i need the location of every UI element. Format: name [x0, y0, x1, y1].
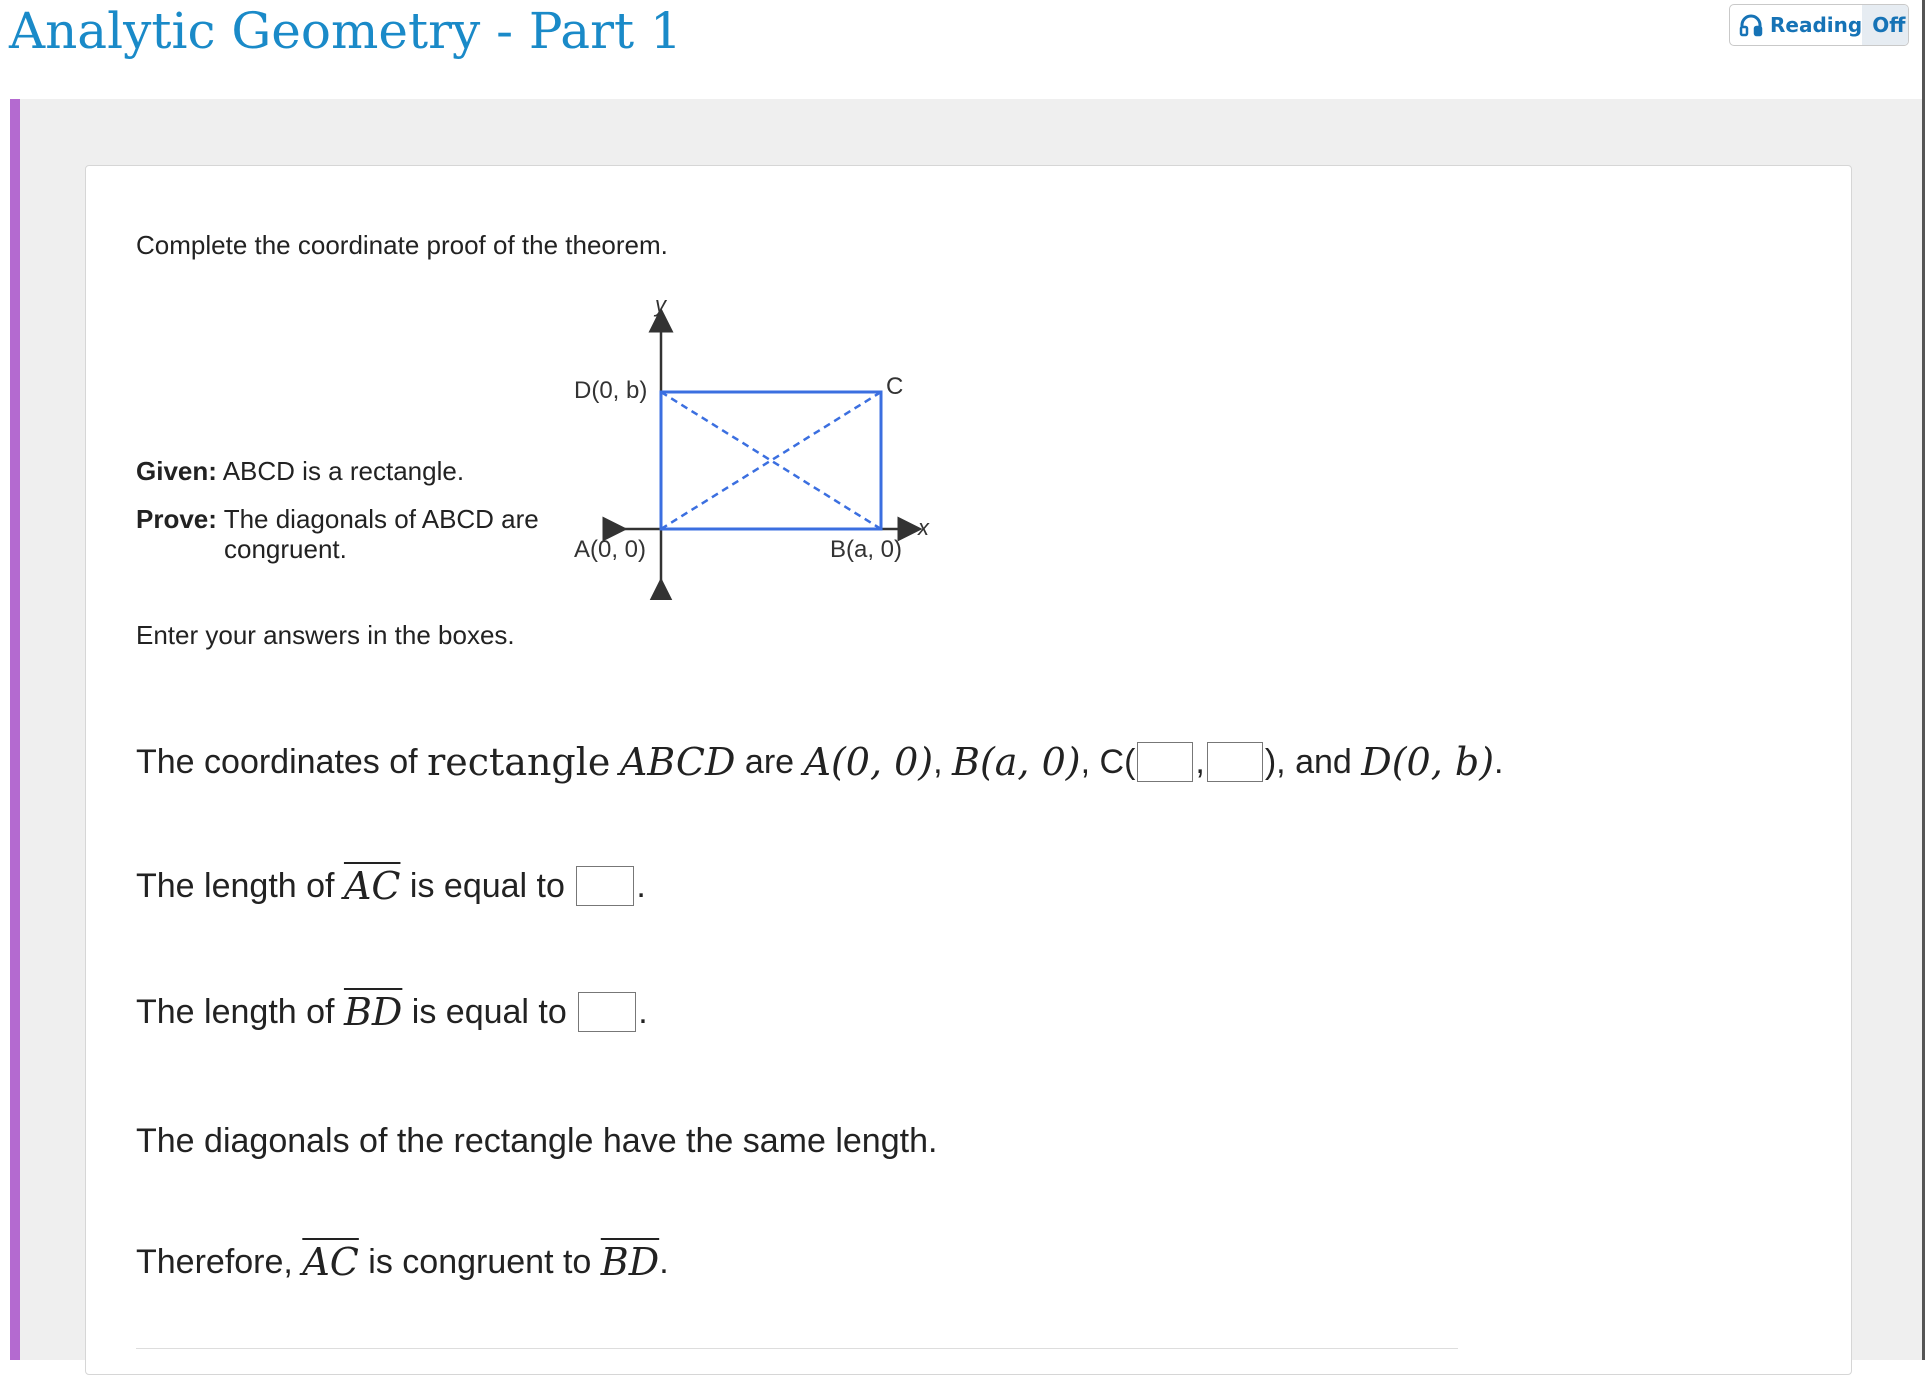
ac-length-input[interactable] [576, 866, 634, 906]
s1-point-b: B(a, 0) [952, 740, 1081, 784]
given-label: Given: [136, 456, 217, 486]
s5-prefix: Therefore, [136, 1242, 293, 1281]
reading-label: Reading [1770, 13, 1863, 37]
s1-close: ), and [1264, 742, 1352, 781]
s5-period: . [659, 1242, 669, 1281]
scrollbar[interactable] [1922, 0, 1925, 1360]
label-a: A(0, 0) [574, 536, 647, 563]
segment-ac: $\overline{AC}$ [343, 864, 401, 908]
x-axis-label: x [918, 515, 929, 540]
prove-label: Prove: [136, 504, 217, 534]
statement-bd-length [136, 990, 648, 1034]
statement-ac-length [136, 864, 646, 908]
instruction-text: Complete the coordinate proof of the theorem. [136, 230, 668, 260]
s1-point-d: D(0, b) [1361, 740, 1495, 784]
given-text: ABCD is a rectangle. [222, 456, 465, 486]
accent-bar [10, 99, 20, 1360]
segment-ac-conclusion: $\overline{AC}$ [302, 1240, 359, 1284]
prove-statement [136, 504, 539, 535]
headphones-icon [1738, 11, 1764, 39]
s2-prefix: The length of [136, 866, 335, 905]
s5-middle: is congruent to [368, 1242, 592, 1281]
s3-suffix: is equal to [411, 992, 567, 1031]
label-b: B(a, 0) [830, 536, 903, 563]
c-x-input[interactable] [1137, 742, 1193, 782]
label-c: C [886, 373, 904, 400]
response-area-edge [136, 1348, 1458, 1361]
y-axis-label: y [655, 292, 666, 317]
s1-abcd: ABCD [619, 740, 736, 784]
prove-text: The diagonals of ABCD are [223, 504, 539, 534]
enter-answers-text: Enter your answers in the boxes. [136, 620, 515, 650]
s1-are: are [744, 742, 795, 781]
bd-length-input[interactable] [578, 992, 636, 1032]
label-d: D(0, b) [574, 377, 648, 404]
segment-bd-conclusion: $\overline{BD}$ [600, 1240, 660, 1284]
s1-period: . [1494, 742, 1504, 781]
s1-prefix: The coordinates of [136, 742, 418, 781]
given-statement [136, 456, 464, 487]
statement-coordinates: The coordinates of rectangle ABCD are A(0, 0) , B(a, 0) , C( , ), and D(0, b) . [136, 740, 1504, 784]
prove-text-continued: congruent. [224, 534, 347, 564]
reading-state[interactable]: Off [1862, 5, 1909, 45]
s2-period: . [636, 866, 646, 905]
reading-toggle[interactable] [1729, 4, 1909, 46]
s1-word: rectangle [427, 740, 611, 784]
segment-bd: $\overline{BD}$ [343, 990, 403, 1034]
statement-conclusion [136, 1240, 669, 1284]
s1-point-c-open: C( [1099, 742, 1136, 781]
page-title: Analytic Geometry - Part 1 [9, 2, 682, 60]
s1-point-a: A(0, 0) [803, 740, 934, 784]
s2-suffix: is equal to [409, 866, 565, 905]
s3-period: . [638, 992, 648, 1031]
s3-prefix: The length of [136, 992, 335, 1031]
s1-sep: , [1195, 742, 1205, 781]
rectangle-figure [560, 290, 960, 600]
statement-same-length: The diagonals of the rectangle have the same length. [136, 1122, 938, 1160]
c-y-input[interactable] [1207, 742, 1263, 782]
